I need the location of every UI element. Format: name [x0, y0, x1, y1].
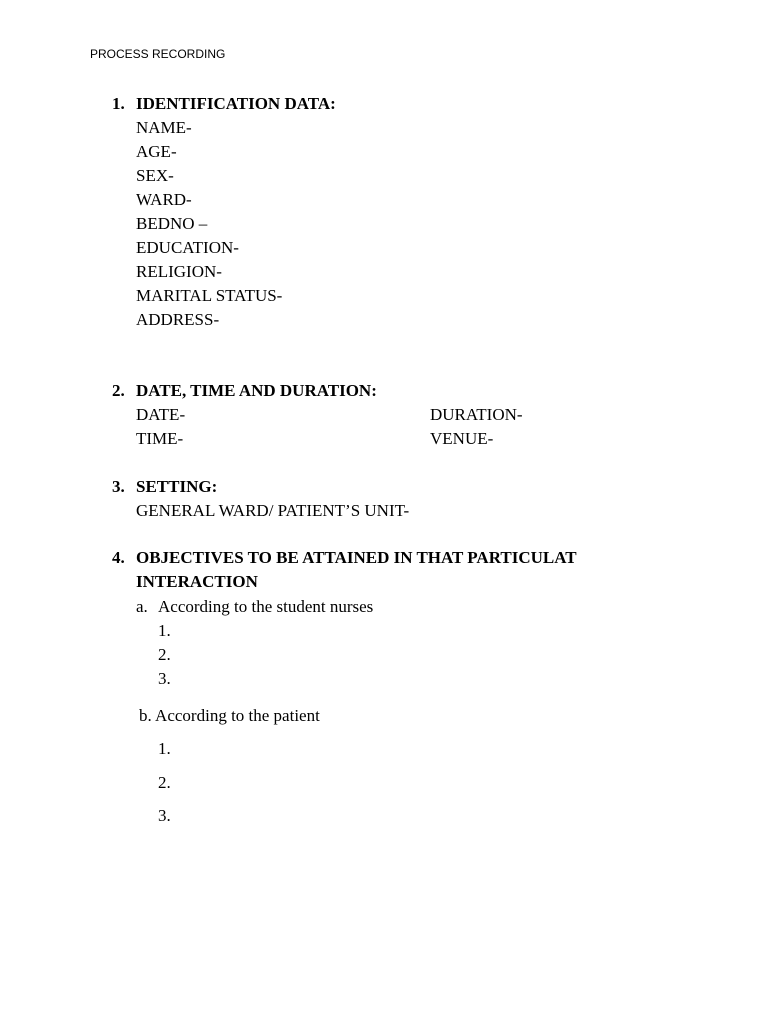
- field-age: AGE-: [136, 142, 177, 161]
- sub-b-text: b. According to the patient: [139, 706, 320, 725]
- list-item: 2.: [158, 773, 171, 792]
- field-date: DATE-: [136, 405, 186, 424]
- field-education: EDUCATION-: [136, 238, 239, 257]
- section-number: 2.: [112, 381, 125, 400]
- sub-a-label: a.: [136, 597, 148, 616]
- list-item: 1.: [158, 739, 171, 758]
- section-number: 4.: [112, 548, 125, 567]
- field-venue: VENUE-: [430, 429, 494, 448]
- sub-a-text: According to the student nurses: [158, 597, 374, 616]
- section-title: SETTING:: [136, 477, 218, 496]
- field-bedno: BEDNO –: [136, 214, 208, 233]
- section-title: OBJECTIVES TO BE ATTAINED IN THAT PARTICULAT: [136, 548, 577, 567]
- field-time: TIME-: [136, 429, 184, 448]
- section-number: 1.: [112, 94, 125, 113]
- section-number: 3.: [112, 477, 125, 496]
- list-item: 3.: [158, 669, 171, 688]
- page-header: PROCESS RECORDING: [90, 47, 226, 61]
- list-item: 2.: [158, 645, 171, 664]
- field-sex: SEX-: [136, 166, 174, 185]
- field-duration: DURATION-: [430, 405, 523, 424]
- section-title: DATE, TIME AND DURATION:: [136, 381, 377, 400]
- setting-text: GENERAL WARD/ PATIENT’S UNIT-: [136, 501, 410, 520]
- field-address: ADDRESS-: [136, 310, 220, 329]
- section-title-continued: INTERACTION: [136, 572, 258, 591]
- field-marital-status: MARITAL STATUS-: [136, 286, 283, 305]
- list-item: 1.: [158, 621, 171, 640]
- section-title: IDENTIFICATION DATA:: [136, 94, 336, 113]
- field-ward: WARD-: [136, 190, 192, 209]
- field-name: NAME-: [136, 118, 192, 137]
- field-religion: RELIGION-: [136, 262, 222, 281]
- list-item: 3.: [158, 806, 171, 825]
